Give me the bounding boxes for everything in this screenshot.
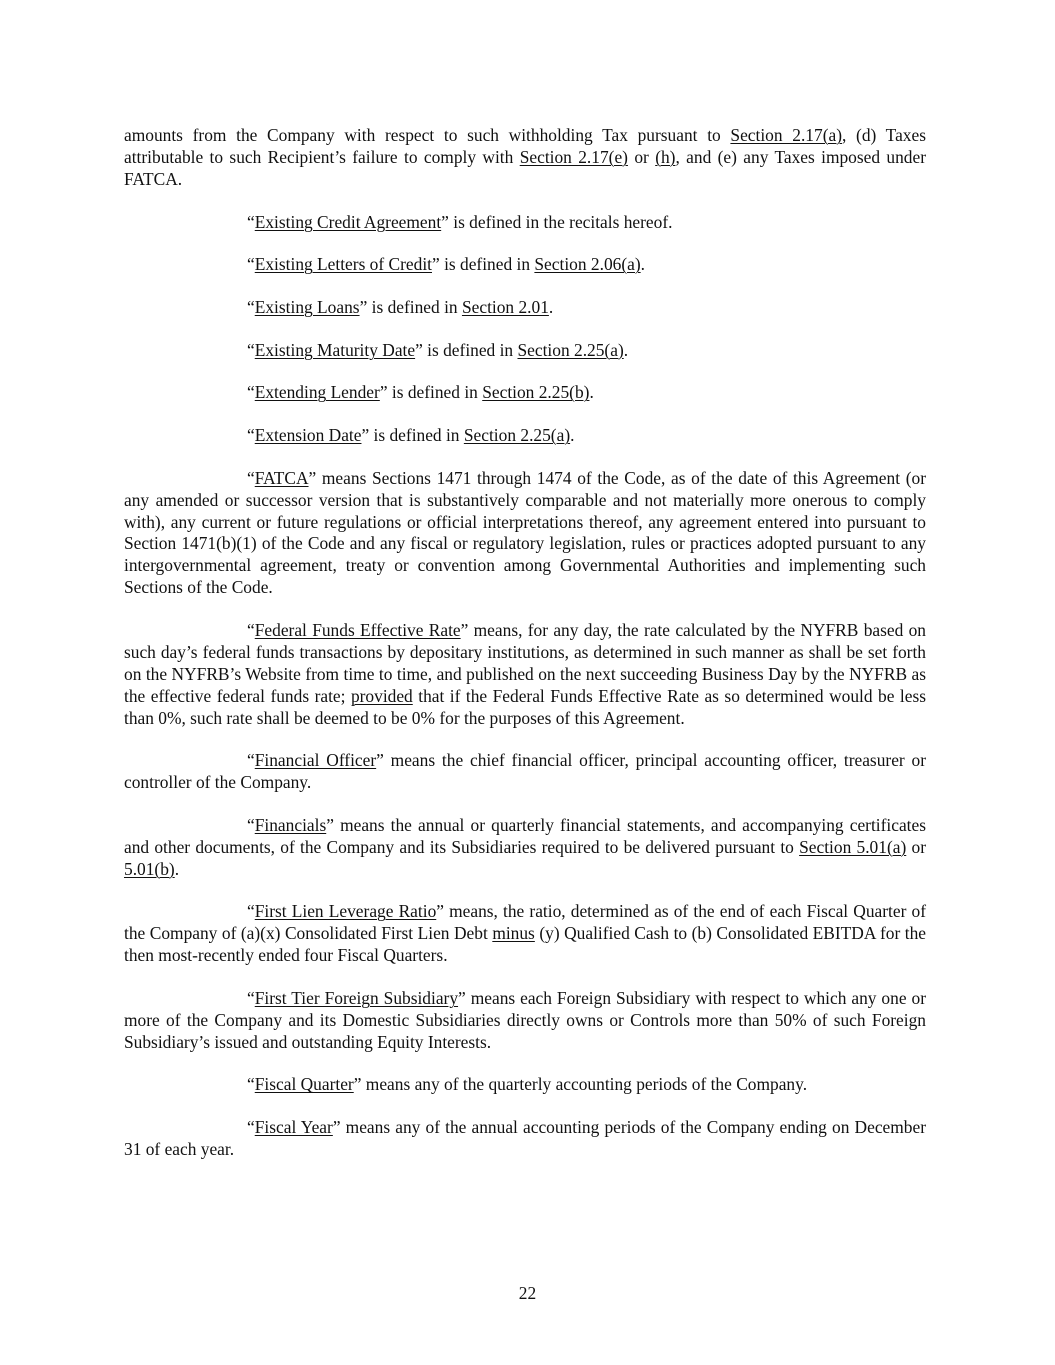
defined-term: Existing Credit Agreement (254, 211, 442, 232)
section-reference: Section 2.17(e) (519, 146, 628, 167)
defined-term: Financials (254, 814, 327, 835)
open-quote: “ (247, 382, 255, 403)
definition-text: ” is defined in (359, 296, 462, 317)
definition-text: (y) Qualified Cash to (b) Consolidated EBITDA for the then most-recently ended four Fiscal Quarters. (124, 923, 926, 966)
definition-existing-credit-agreement (124, 212, 926, 234)
section-reference: 5.01(b) (124, 858, 175, 879)
definition-extension-date (124, 425, 926, 447)
definition-text: ” is defined in the recitals hereof. (441, 211, 673, 232)
definition-text: that if the Federal Funds Effective Rate as so determined would be less than 0%, such rate shall be deemed to be 0% for the purposes of this Agreement. (124, 685, 926, 728)
defined-term: Federal Funds Effective Rate (254, 619, 461, 640)
defined-term: Fiscal Year (254, 1117, 333, 1138)
definition-text: . (623, 339, 629, 360)
definition-fiscal-quarter (124, 1074, 926, 1096)
section-reference: Section 2.17(a) (730, 125, 842, 145)
defined-term: Financial Officer (254, 750, 377, 771)
open-quote: “ (247, 987, 255, 1008)
defined-term: Extending Lender (254, 382, 380, 403)
defined-term: Fiscal Quarter (254, 1074, 354, 1095)
definition-text: ” means each Foreign Subsidiary with respect to which any one or more of the Company and its Domestic Subsidiaries directly owns or Controls more than 50% of such Foreign Subsidiary’s issued and outstanding Equity Interests. (124, 987, 926, 1052)
definition-text: ” means, for any day, the rate calculated by the NYFRB based on such day’s federal funds transactions by depositary institutions, as determined in such manner as shall be set forth on the NYFRB’s Website from time to time, and published on the next succeeding Business Day by the NYFRB as the effective federal funds rate; (124, 619, 926, 706)
definition-fatca (124, 468, 926, 599)
defined-term: First Lien Leverage Ratio (254, 901, 437, 922)
definition-financials (124, 815, 926, 881)
definition-text: ” is defined in (361, 425, 464, 446)
proviso-term: provided (350, 685, 413, 706)
section-reference: Section 2.25(a) (463, 425, 571, 446)
open-quote: “ (247, 619, 255, 640)
defined-term: Existing Maturity Date (254, 339, 416, 360)
definition-text: ” means Sections 1471 through 1474 of the Code, as of the date of this Agreement (or any amended or successor version that is substantively comparable and not materially more onerous to comply with), any current or future regulations or official interpretations thereof, any agreement entered into pursuant to Section 1471(b)(1) of the Code and any fiscal or regulatory legislation, rules or practices adopted pursuant to any intergovernmental agreement, treaty or convention among Governmental Authorities and implementing such Sections of the Code. (124, 467, 926, 598)
definition-text: or (906, 836, 926, 857)
section-reference: Section 2.25(a) (517, 339, 624, 360)
open-quote: “ (247, 750, 255, 771)
definition-federal-funds-effective-rate (124, 620, 926, 730)
minus-term: minus (492, 923, 535, 944)
defined-term: FATCA (254, 467, 309, 488)
open-quote: “ (247, 211, 255, 232)
definition-text: ” means any of the annual accounting periods of the Company ending on December 31 of each year. (124, 1117, 926, 1160)
definition-existing-letters-of-credit (124, 254, 926, 276)
definition-text: ” means the chief financial officer, principal accounting officer, treasurer or controller of the Company. (124, 750, 926, 793)
section-reference: Section 5.01(a) (799, 836, 907, 857)
definition-text: ” is defined in (432, 254, 535, 275)
defined-term: Existing Loans (254, 296, 360, 317)
document-body (124, 125, 926, 1161)
open-quote: “ (247, 254, 255, 275)
defined-term: First Tier Foreign Subsidiary (254, 987, 459, 1008)
definition-first-tier-foreign-subsidiary (124, 988, 926, 1054)
open-quote: “ (247, 901, 255, 922)
page-number: 22 (518, 1283, 537, 1303)
open-quote: “ (247, 339, 255, 360)
open-quote: “ (247, 296, 255, 317)
definition-first-lien-leverage-ratio (124, 901, 926, 967)
definition-text: ” means, the ratio, determined as of the end of each Fiscal Quarter of the Company of (a)(x) Consolidated First Lien Debt (124, 901, 926, 944)
open-quote: “ (247, 1074, 255, 1095)
section-reference: Section 2.01 (461, 296, 549, 317)
text-run: , and (e) any Taxes imposed under FATCA. (124, 146, 927, 189)
definition-financial-officer (124, 750, 926, 794)
section-reference: Section 2.25(b) (482, 382, 590, 403)
section-reference: (h) (655, 146, 676, 167)
text-run: , (d) Taxes attributable to such Recipient’s failure to comply with (124, 125, 926, 167)
definition-text: ” is defined in (415, 339, 518, 360)
definition-text: ” means the annual or quarterly financial statements, and accompanying certificates and other documents, of the Company and its Subsidiaries required to be delivered pursuant to (124, 814, 926, 857)
open-quote: “ (247, 1117, 255, 1138)
defined-term: Existing Letters of Credit (254, 254, 432, 275)
definition-extending-lender (124, 382, 926, 404)
definition-text: ” is defined in (379, 382, 483, 403)
definition-text: . (548, 296, 554, 317)
text-run: amounts from the Company with respect to such withholding Tax pursuant to (124, 125, 731, 145)
open-quote: “ (247, 814, 255, 835)
definition-existing-loans (124, 297, 926, 319)
open-quote: “ (247, 425, 255, 446)
definition-text: . (640, 254, 645, 275)
definition-text: ” means any of the quarterly accounting periods of the Company. (353, 1074, 808, 1095)
defined-term: Extension Date (254, 425, 362, 446)
definition-text: . (589, 382, 594, 403)
definition-fiscal-year (124, 1117, 926, 1161)
continuation-paragraph (124, 125, 926, 191)
definition-existing-maturity-date (124, 340, 926, 362)
open-quote: “ (247, 467, 255, 488)
text-run: or (627, 146, 656, 167)
definition-text: . (570, 425, 575, 446)
section-reference: Section 2.06(a) (534, 254, 641, 275)
definition-text: . (174, 858, 180, 879)
